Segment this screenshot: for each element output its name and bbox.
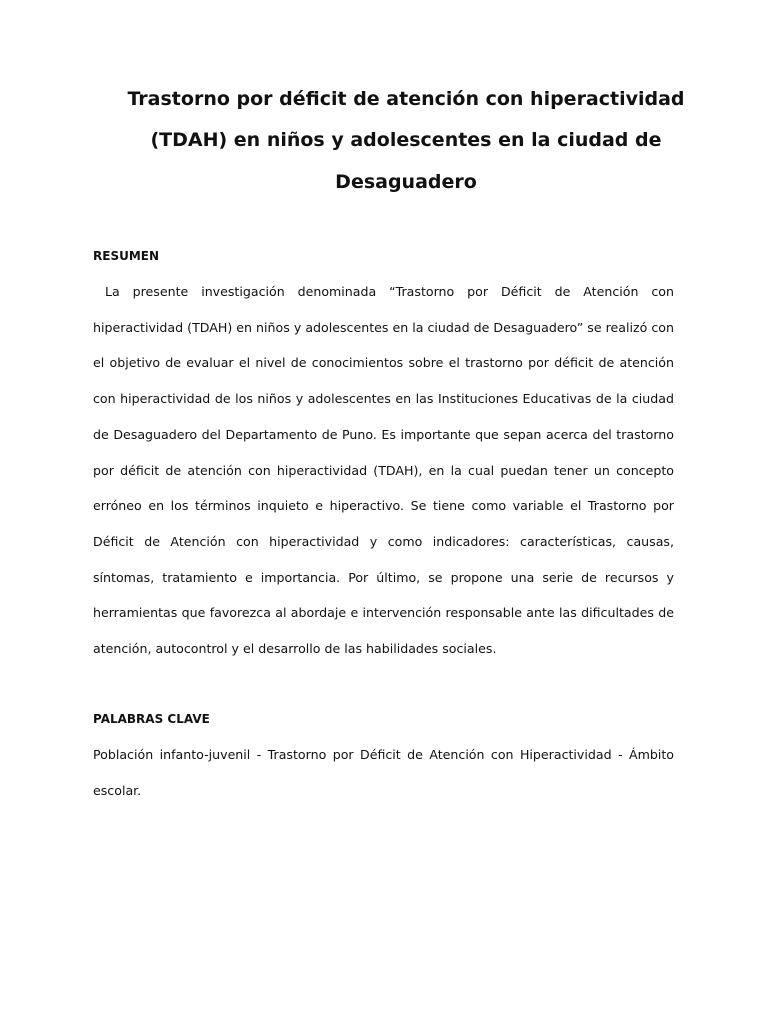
document-title-line-3: Desaguadero	[335, 171, 477, 193]
document-title-line-1: Trastorno por déficit de atención con hiperactividad	[127, 88, 685, 110]
document-title-line-2: (TDAH) en niños y adolescentes en la ciudad de	[150, 129, 662, 151]
keywords-heading: PALABRAS CLAVE	[93, 712, 210, 726]
abstract-paragraph: La presente investigación denominada “Trastorno por Déficit de Atención con hiperactividad (TDAH) en niños y adolescentes en la ciudad de Desaguadero” se realizó con el objetivo de evaluar el nivel de conocimientos sobre el trastorno por déficit de atención con hiperactividad de los niños y adolescentes en las Instituciones Educativas de la ciudad de Desaguadero del Departamento de Puno. Es importante que sepan acerca del trastorno por déficit de atención con hiperactividad (TDAH), en la cual puedan tener un concepto erróneo en los términos inquieto e hiperactivo. Se tiene como variable el Trastorno por Déficit de Atención con hiperactividad y como indicadores: características, causas, síntomas, tratamiento e importancia. Por último, se propone una serie de recursos y herramientas que favorezca al abordaje e intervención responsable ante las dificultades de atención, autocontrol y el desarrollo de las habilidades sociales.	[93, 284, 674, 657]
abstract-heading: RESUMEN	[93, 249, 160, 263]
keywords-paragraph: Población infanto-juvenil - Trastorno por Déficit de Atención con Hiperactividad - Ámbito escolar.	[93, 747, 674, 798]
